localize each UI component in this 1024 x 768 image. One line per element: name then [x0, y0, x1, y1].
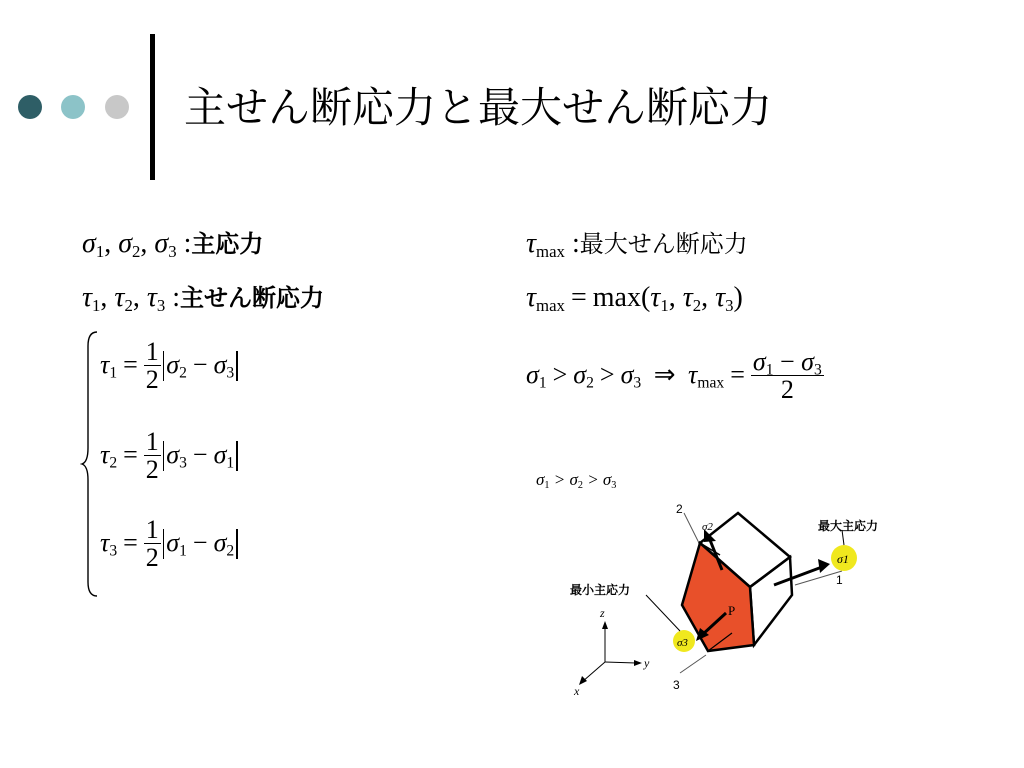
bullet-dark — [18, 95, 42, 119]
y-label: y — [644, 656, 650, 670]
principal-shear-label: 主せん断応力 — [180, 284, 325, 312]
min-principal-label: 最小主応力 — [570, 583, 631, 597]
slide-title: 主せん断応力と最大せん断応力 — [184, 83, 773, 132]
principal-shear-line: $\tau_1$, $\tau_2$, $\tau_3$ :主せん断応力 — [82, 282, 325, 316]
cube-side — [750, 557, 792, 645]
sigma3-label: σ3 — [677, 637, 688, 649]
max-subscript: max — [536, 242, 565, 262]
tau2-equation: $\tau_2$ = $\frac{1}{2}$ $\sigma_3 - \sigma_1$ — [100, 428, 240, 484]
max-shear-label: 最大せん断応力 — [579, 230, 748, 258]
max-function: max — [592, 282, 641, 313]
axis-2-line — [684, 513, 700, 545]
title-divider — [150, 34, 155, 180]
figure-order-caption: $\sigma_1 > \sigma_2 > \sigma_3$ — [536, 470, 617, 492]
principal-stress-line: $\sigma_1$, $\sigma_2$, $\sigma_3$ :主応力 — [82, 228, 264, 262]
sigma2-label: σ2 — [702, 521, 713, 533]
sigma1-arrow — [774, 567, 822, 585]
max-shear-definition: $\tau_{max}$ :最大せん断応力 — [526, 228, 748, 262]
y-axis — [605, 662, 638, 663]
max-shear-result: $\sigma_1 > \sigma_2 > \sigma_3$ ⇒ $\tau_{max}$ = $\frac{\sigma_1 - \sigma_3}{2}$ — [526, 347, 822, 405]
bullet-light — [61, 95, 85, 119]
bullet-gray — [105, 95, 129, 119]
point-p-label: P — [728, 603, 736, 618]
x-axis — [582, 662, 605, 682]
tau3-equation: $\tau_3$ = $\frac{1}{2}$ $\sigma_1 - \sigma_2$ — [100, 516, 240, 572]
axis-3-line — [680, 655, 706, 673]
principal-stress-label: 主応力 — [191, 230, 264, 258]
axis-3-label: 3 — [673, 678, 680, 692]
z-label: z — [600, 606, 605, 620]
x-label: x — [574, 684, 580, 698]
axis-1-label: 1 — [836, 573, 843, 587]
sigma1-label: σ1 — [837, 552, 849, 566]
max-shear-formula: $\tau_{max} = \max(\tau_1$, $\tau_2$, $\tau_3$) — [526, 282, 743, 316]
axis-2-label: 2 — [676, 502, 683, 516]
max-principal-label: 最大主応力 — [818, 519, 879, 533]
curly-brace — [80, 330, 100, 598]
tau1-equation: $\tau_1$ = $\frac{1}{2}$ $\sigma_2 - \sigma_3$ — [100, 338, 240, 394]
